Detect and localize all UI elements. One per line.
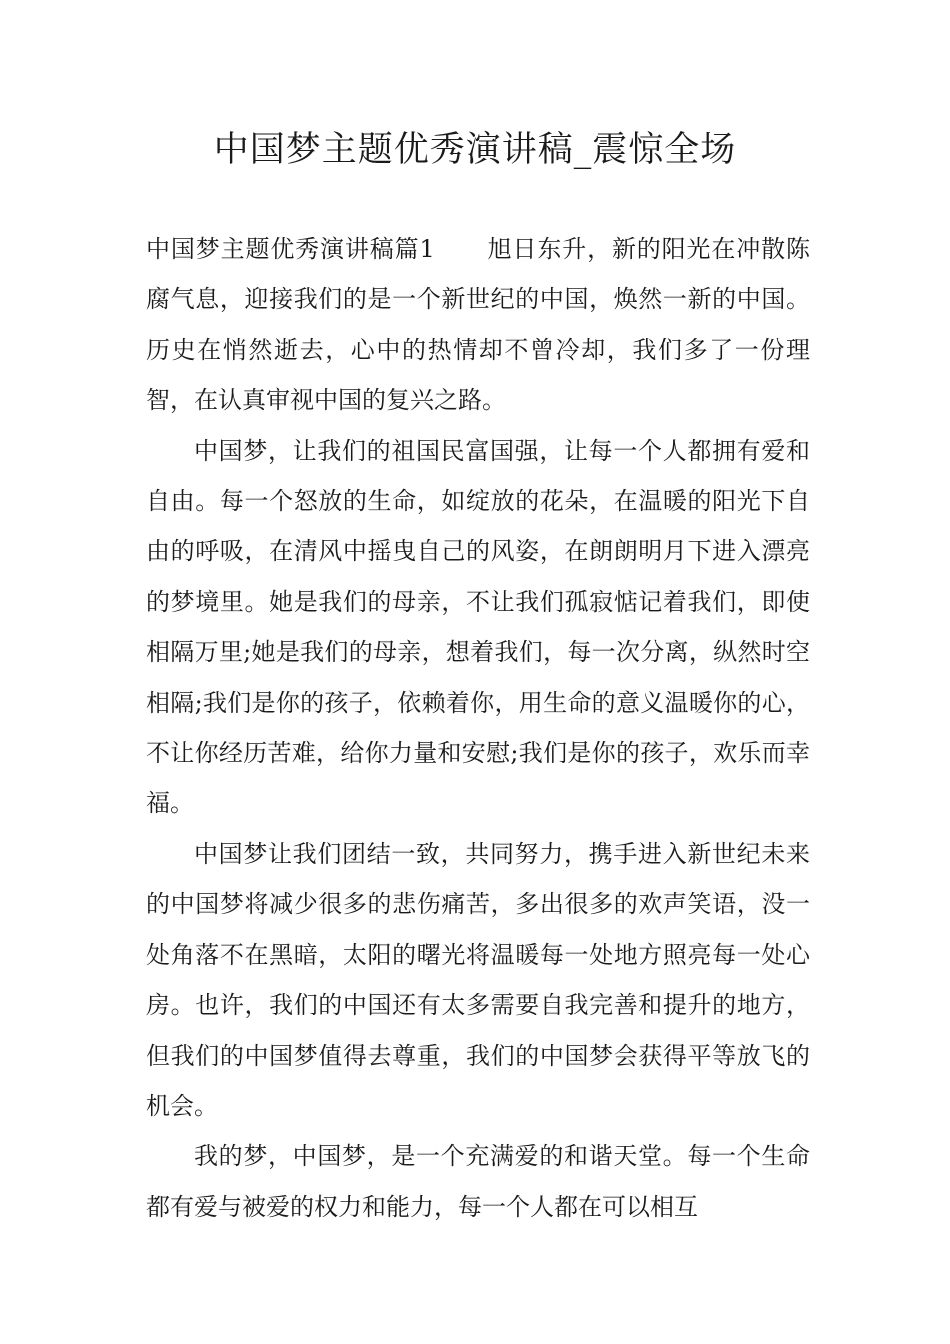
paragraph-4: 我的梦，中国梦，是一个充满爱的和谐天堂。每一个生命都有爱与被爱的权力和能力，每一个人都在可以相互 [146,1142,810,1221]
document-title: 中国梦主题优秀演讲稿_震惊全场 [213,130,737,170]
document-body [146,224,810,1232]
paragraph-1-text: 旭日东升，新的阳光在冲散陈腐气息，迎接我们的是一个新世纪的中国，焕然一新的中国。历史在悄然逝去，心中的热情却不曾冷却，我们多了一份理智，在认真审视中国的复兴之路。 [146,235,810,415]
section-heading: 中国梦主题优秀演讲稿篇1 [146,235,435,263]
paragraph-1 [146,224,810,426]
paragraph-2: 中国梦，让我们的祖国民富国强，让每一个人都拥有爱和自由。每一个怒放的生命，如绽放的花朵，在温暖的阳光下自由的呼吸，在清风中摇曳自己的风姿，在朗朗明月下进入漂亮的梦境里。她是我们的母亲，不让我们孤寂惦记着我们，即使相隔万里;她是我们的母亲，想着我们，每一次分离，纵然时空相隔;我们是你的孩子，依赖着你，用生命的意义温暖你的心，不让你经历苦难，给你力量和安慰;我们是你的孩子，欢乐而幸福。 [146,436,810,818]
paragraph-3: 中国梦让我们团结一致，共同努力，携手进入新世纪未来的中国梦将减少很多的悲伤痛苦，多出很多的欢声笑语，没一处角落不在黑暗，太阳的曙光将温暖每一处地方照亮每一处心房。也许，我们的中国还有太多需要自我完善和提升的地方，但我们的中国梦值得去尊重，我们的中国梦会获得平等放飞的机会。 [146,839,810,1120]
